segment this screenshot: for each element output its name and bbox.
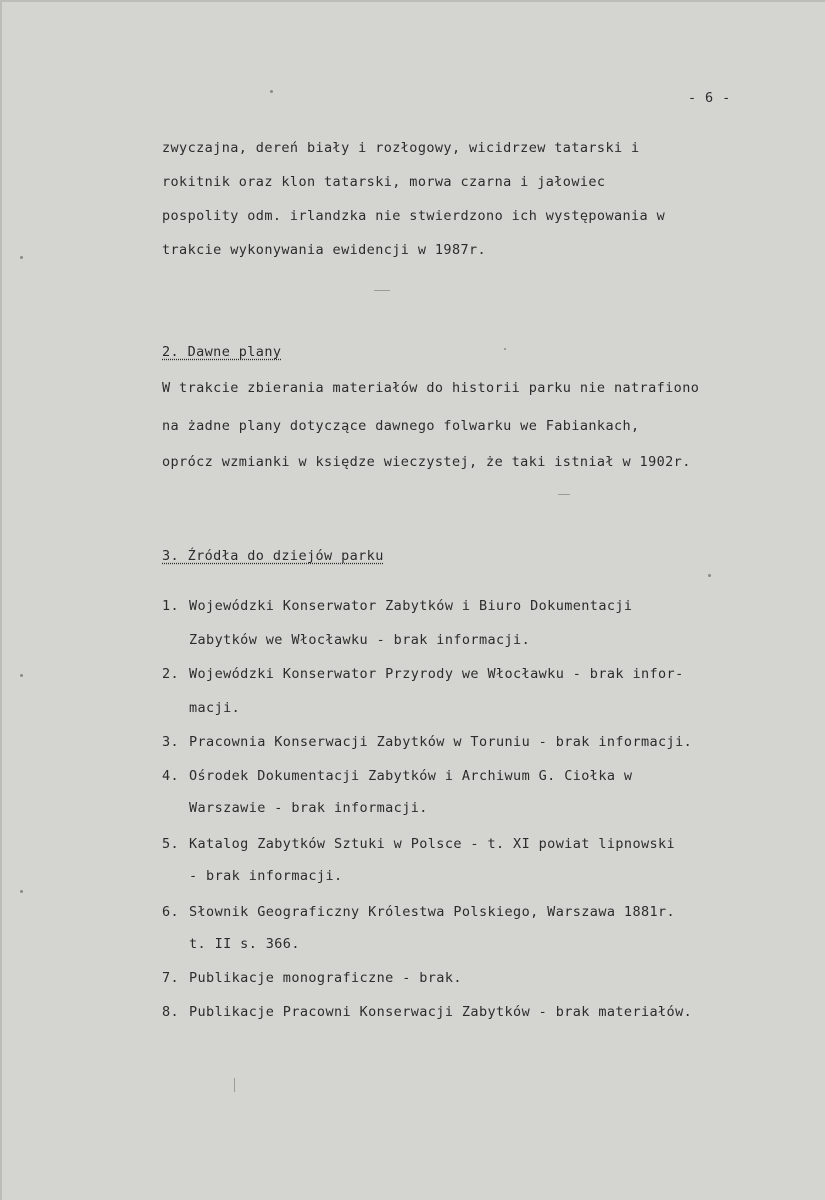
list-item-line: Warszawie - brak informacji.: [189, 800, 428, 816]
list-item-line: Publikacje Pracowni Konserwacji Zabytków - brak materiałów.: [189, 1004, 693, 1020]
page-number: - 6 -: [688, 90, 731, 106]
list-item-line: Publikacje monograficzne - brak.: [189, 970, 462, 986]
list-item-line: Katalog Zabytków Sztuki w Polsce - t. XI powiat lipnowski: [189, 836, 676, 852]
paper-speck: [270, 90, 273, 93]
list-item-number: 6.: [162, 904, 180, 920]
list-item-line: Słownik Geograficzny Królestwa Polskiego, Warszawa 1881r.: [189, 904, 676, 920]
paper-mark: [558, 494, 570, 495]
list-item-line: Wojewódzki Konserwator Zabytków i Biuro Dokumentacji: [189, 598, 633, 614]
paper-speck: [20, 890, 23, 893]
list-item-line: Ośrodek Dokumentacji Zabytków i Archiwum G. Ciołka w: [189, 768, 633, 784]
paper-mark: [234, 1078, 235, 1092]
intro-line: rokitnik oraz klon tatarski, morwa czarna i jałowiec: [162, 174, 606, 190]
section2-line: oprócz wzmianki w księdze wieczystej, że taki istniał w 1902r.: [162, 454, 691, 470]
section2-line: na żadne plany dotyczące dawnego folwarku we Fabiankach,: [162, 418, 640, 434]
list-item-line: t. II s. 366.: [189, 936, 300, 952]
section2-line: W trakcie zbierania materiałów do historii parku nie natrafiono: [162, 380, 700, 396]
intro-line: zwyczajna, dereń biały i rozłogowy, wicidrzew tatarski i: [162, 140, 640, 156]
list-item-line: - brak informacji.: [189, 868, 343, 884]
paper-speck: [708, 574, 711, 577]
list-item-line: Zabytków we Włocławku - brak informacji.: [189, 632, 531, 648]
list-item-number: 7.: [162, 970, 180, 986]
section-heading-dawne-plany: 2. Dawne plany: [162, 344, 282, 360]
list-item-number: 5.: [162, 836, 180, 852]
list-item-line: Wojewódzki Konserwator Przyrody we Włocławku - brak infor-: [189, 666, 684, 682]
section-heading-zrodla: 3. Źródła do dziejów parku: [162, 548, 384, 564]
paper-speck: [504, 348, 506, 350]
list-item-number: 3.: [162, 734, 180, 750]
list-item-number: 1.: [162, 598, 180, 614]
intro-line: trakcie wykonywania ewidencji w 1987r.: [162, 242, 487, 258]
list-item-line: Pracownia Konserwacji Zabytków w Toruniu - brak informacji.: [189, 734, 693, 750]
paper-speck: [20, 256, 23, 259]
intro-line: pospolity odm. irlandzka nie stwierdzono ich występowania w: [162, 208, 666, 224]
list-item-number: 2.: [162, 666, 180, 682]
list-item-number: 4.: [162, 768, 180, 784]
list-item-number: 8.: [162, 1004, 180, 1020]
paper-speck: [20, 674, 23, 677]
list-item-line: macji.: [189, 700, 241, 716]
paper-mark: [374, 290, 390, 291]
